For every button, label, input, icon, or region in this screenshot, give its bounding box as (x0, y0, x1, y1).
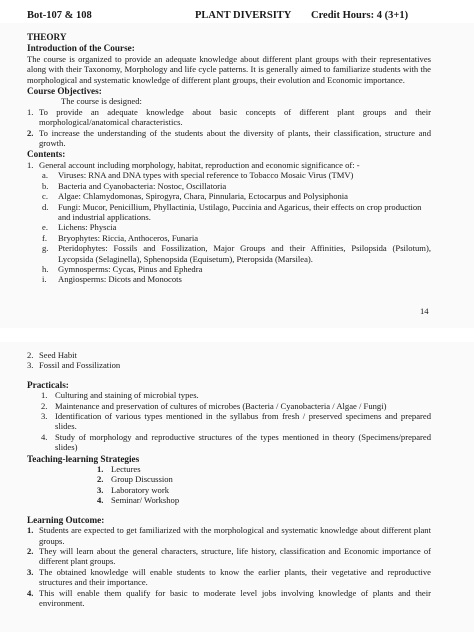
sub-item (27, 202, 431, 223)
sub-item (27, 264, 431, 274)
sub-item (27, 233, 431, 243)
objectives-heading: Course Objectives: (27, 86, 102, 97)
intro-heading: Introduction of the Course: (27, 43, 135, 54)
sub-item (27, 222, 431, 232)
outcome-text: This will enable them qualify for basic to moderate level jobs involving knowledge of plants and their environment. (39, 587, 431, 608)
practical-text: Study of morphology and reproductive structures of the types mentioned in theory (Specimens/prepared slides) (55, 431, 431, 453)
strategy-number: 4. (97, 495, 104, 506)
strategy-text: Group Discussion (111, 474, 173, 485)
sub-item (27, 191, 431, 201)
practical-number: 2. (41, 400, 48, 411)
sub-item (27, 181, 431, 191)
page2-content (27, 350, 431, 608)
strategy-number: 2. (97, 474, 104, 485)
sub-item (27, 274, 431, 284)
learning-outcome-heading: Learning Outcome: (27, 514, 105, 525)
sub-item (27, 170, 431, 180)
theory-heading: THEORY (27, 32, 67, 42)
objectives-lead: The course is designed: (61, 96, 142, 107)
practical-text: Culturing and staining of microbial types. (55, 390, 199, 401)
strategy-item (27, 474, 431, 484)
credit-hours: Credit Hours: 4 (3+1) (311, 10, 409, 21)
sub-item-letter: c. (42, 191, 48, 202)
practical-text: Maintenance and preservation of cultures of microbes (Bacteria / Cyanobacteria / Algae / Fungi) (55, 400, 387, 411)
contents-heading: Contents: (27, 149, 66, 160)
practical-number: 1. (41, 390, 48, 401)
sub-item-text: Lichens: Physcia (58, 222, 117, 233)
practical-number: 4. (41, 431, 48, 442)
sub-item-letter: h. (42, 263, 49, 274)
course-code: Bot-107 & 108 (27, 10, 92, 21)
contents-text: General account including morphology, habitat, reproduction and economic significance of: - (39, 159, 360, 170)
strategy-number: 1. (97, 464, 104, 475)
outcome-text: The obtained knowledge will enable students to know the earlier plants, their vegetative and reproductive structures and their importance. (39, 566, 431, 588)
sub-item-text: Algae: Chlamydomonas, Spirogyra, Chara, Pinnularia, Ectocarpus and Polysiphonia (58, 191, 348, 202)
practical-item (27, 411, 431, 432)
contents-text: Fossil and Fossilization (39, 360, 121, 371)
contents-number: 2. (27, 350, 34, 360)
strategy-text: Seminar/ Workshop (111, 495, 180, 506)
sub-item-letter: a. (42, 170, 48, 181)
intro-text: The course is organized to provide an adequate knowledge about different plant groups with their representatives along with their Taxonomy, Morphology and life cycle patterns. It is generally aimed to familiarize students with the morphological and systematic knowledge of different plant groups, their evolution and Economic importance. (27, 53, 431, 85)
sub-item-text: Viruses: RNA and DNA types with special reference to Tobacco Mosaic Virus (TMV) (58, 170, 354, 181)
page1-content (27, 31, 431, 285)
contents-number: 3. (27, 360, 34, 371)
page-gap (0, 328, 474, 342)
strategy-item (27, 495, 431, 505)
contents-item (27, 360, 431, 370)
practical-number: 3. (41, 411, 48, 422)
outcome-text: They will learn about the general characters, structure, life history, classification and Economic importance of different plant groups. (39, 545, 431, 567)
practicals-heading: Practicals: (27, 379, 69, 390)
outcome-number: 2. (27, 545, 34, 556)
contents-text: Seed Habit (39, 350, 77, 360)
practical-text: Identification of various types mentioned in the syllabus from fresh / preserved specimens and prepared slides. (55, 411, 431, 432)
outcome-number: 1. (27, 525, 34, 536)
sub-item-text: Fungi: Mucor, Penicillium, Phyllactinia, Ustilago, Puccinia and Agaricus, their effects on crop production and industrial applications. (58, 201, 422, 222)
outcome-text: Students are expected to get familiarized with the morphological and systematic knowledge about different plant groups. (39, 525, 431, 546)
sub-item-text: Bryophytes: Riccia, Anthoceros, Funaria (58, 232, 199, 243)
sub-item-text: Gymnosperms: Cycas, Pinus and Ephedra (58, 263, 203, 274)
course-header (27, 10, 457, 24)
sub-item-text: Angiosperms: Dicots and Monocots (58, 274, 182, 285)
outcome-number: 3. (27, 566, 34, 577)
sub-item-letter: b. (42, 180, 49, 191)
strategy-text: Laboratory work (111, 484, 169, 495)
objective-item (27, 128, 431, 149)
outcome-item (27, 588, 431, 609)
sub-item (27, 243, 431, 264)
practical-item (27, 401, 431, 411)
contents-item (27, 160, 431, 170)
practical-item (27, 432, 431, 453)
sub-item-letter: i. (42, 274, 47, 285)
course-title: PLANT DIVERSITY (195, 10, 292, 21)
sub-item-text: Pteridophytes: Fossils and Fossilization, Major Groups and their Affinities, Psilopsida (Psilotum), Lycopsida (Selaginella), Sphenopsida (Equisetum), Pteropsida (Marsilea). (58, 243, 431, 264)
outcome-number: 4. (27, 587, 34, 598)
contents-item (27, 350, 431, 360)
sub-item-letter: g. (42, 243, 49, 254)
objective-text: To increase the understanding of the students about the diversity of plants, their classification, structure and growth. (39, 127, 431, 149)
sub-item-letter: d. (42, 201, 49, 212)
practical-item (27, 390, 431, 400)
objective-number: 2. (27, 127, 34, 138)
contents-number: 1. (27, 159, 34, 170)
objective-number: 1. (27, 106, 34, 117)
strategy-item (27, 464, 431, 474)
strategy-text: Lectures (111, 464, 141, 475)
sub-item-text: Bacteria and Cyanobacteria: Nostoc, Oscillatoria (58, 180, 227, 191)
strategy-number: 3. (97, 484, 104, 495)
page-number: 14 (420, 306, 429, 316)
objective-text: To provide an adequate knowledge about basic concepts of different plant groups and their morphological/anatomical characteristics. (39, 106, 431, 128)
objective-item (27, 107, 431, 128)
sub-item-letter: f. (42, 232, 48, 243)
outcome-item (27, 567, 431, 588)
sub-item-letter: e. (42, 222, 48, 233)
strategy-item (27, 485, 431, 495)
outcome-item (27, 546, 431, 567)
outcome-item (27, 525, 431, 546)
teaching-heading: Teaching-learning Strategies (27, 453, 140, 464)
